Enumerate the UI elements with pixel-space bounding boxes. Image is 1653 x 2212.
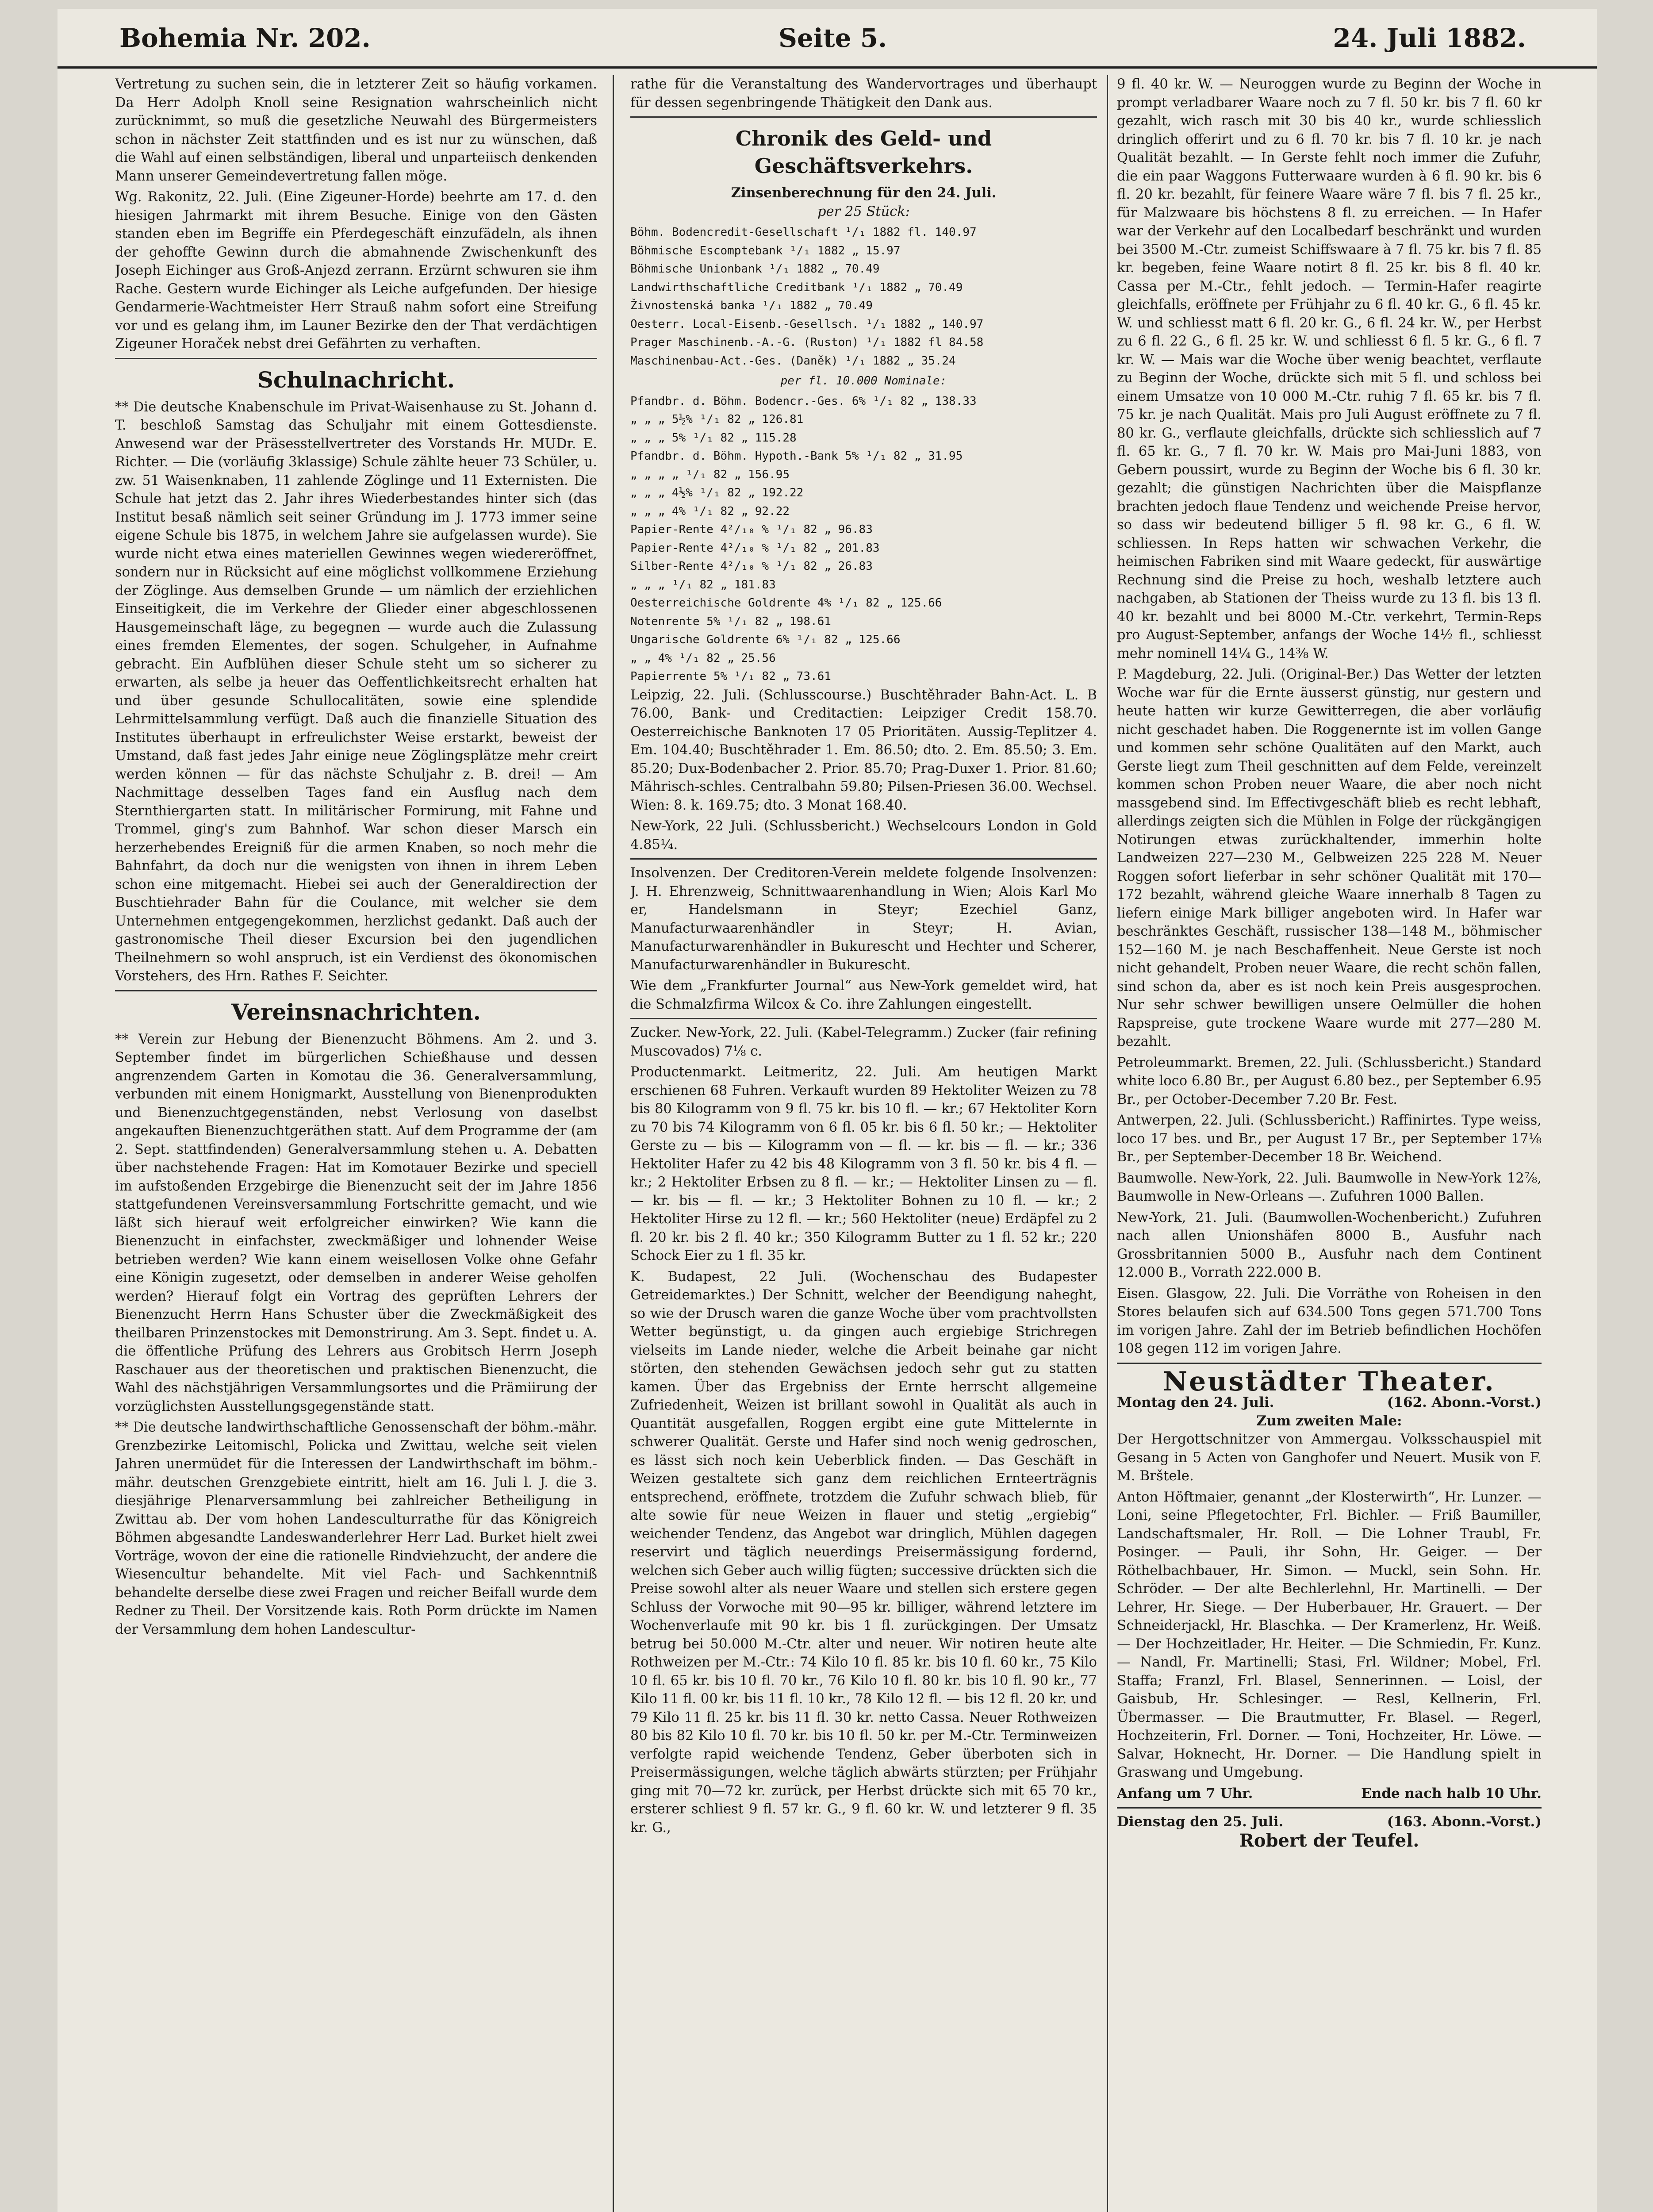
table-row: „ „ 4% ¹/₁ 82 „ 25.56 [630,651,776,665]
article-petroleum: Petroleummarkt. Bremen, 22. Juli. (Schlussbericht.) Standard white loco 6.80 Br., per August 6.80 bez., per September 6.95 Br., per October-December 7.20 Br. Fest. [1117,1055,1542,1107]
theatre-date-2: Dienstag den 25. Juli. [1117,1814,1284,1830]
article-knabenschule: ** Die deutsche Knabenschule im Privat-Waisenhause zu St. Johann d. T. beschloß Samstag das Schuljahr mit einem Gottesdienste. Anwesend war der Präsesstellvertreter des Vorstands Hr. MUDr. E. Richter. — Die (vorläufig 3klassige) Schule zählte heuer 73 Schüler, u. zw. 51 Waisenknaben, 11 zahlende Zöglinge und 11 Externisten. Die Schule hat jetzt das 2. Jahr ihres Wiederbestandes hinter sich (das Institut besaß nämlich seit seiner Gründung im J. 1773 immer seine eigene Schule bis 1875, in welchem Jahre sie aufgelassen wurde). Sie wurde nicht etwa eines materiellen Gewinnes wegen wiedereröffnet, sondern nur in Rücksicht auf eine möglichst vollkommene Erziehung der Zöglinge. Aus demselben Grunde — um nämlich der erziehlichen Einseitigkeit, die im Verkehre der Glieder einer abgeschlossenen Hausgemeinschaft läge, zu begegnen — wurde auch die Zulassung eines fremden Elementes, der sogen. Schulgeher, in Aufnahme gebracht. Ein Aufblühen dieser Schule steht um so sicherer zu erwarten, als selbe ja heuer das Oeffentlichkeitsrecht erhalten hat und über gesunde Schullocalitäten, sowie eine splendide Lehrmittelsammlung verfügt. Daß auch die finanzielle Situation des Institutes überhaupt in erfreulichster Weise erstarkt, beweist der Umstand, daß fast jedes Jahr einige neue Zöglingsplätze mehr creirt werden können — für das nächste Schuljahr z. B. drei! — Am Nachmittage desselben Tages fand ein Ausflug nach dem Sternthiergarten statt. In militärischer Formirung, mit Fahne und Trommel, ging's zum Bahnhof. War schon dieser Marsch ein herzerhebendes Ereigniß für die armen Knaben, so noch mehr die Bahnfahrt, da doch nur die wenigsten von ihnen in ihrem Leben schon eine mitgemacht. Hiebei sei auch der Generaldirection der Buschtiehrader Bahn für die Coulance, mit welcher sie dem Unternehmen entgegengekommen, herzlichst gedankt. Daß auch der gastronomische Theil dieser Excursion bei den jugendlichen Theilnehmern so wohl anspruch, ist ein Verdienst des ökonomischen Vorstehers, des Hrn. Rathes F. Seichter. [115,399,597,984]
table-row: Papierrente 5% ¹/₁ 82 „ 73.61 [630,670,831,683]
article-antwerpen: Antwerpen, 22. Juli. (Schlussbericht.) Raffinirtes. Type weiss, loco 17 bes. und Br., per August 17 Br., per September 17⅛ Br., per September-December 18 Br. Weichend. [1117,1113,1542,1165]
divider [115,358,597,359]
page-header [58,18,1597,69]
article-eisen: Eisen. Glasgow, 22. Juli. Die Vorräthe von Roheisen in den Stores belaufen sich auf 634.500 Tons gegen 571.700 Tons im vorigen Jahre. Zahl der im Betrieb befindlichen Hochöfen 108 gegen 112 im vorigen Jahre. [1117,1286,1542,1356]
newspaper-page [58,9,1597,2212]
article-rakonitz: Wg. Rakonitz, 22. Juli. (Eine Zigeuner-Horde) beehrte am 17. d. den hiesigen Jahrmarkt mit ihrem Besuche. Einige von den Gästen standen eben im Begriffe ein Pferdegeschäft einzufädeln, als ihnen der gehoffte Gewinn durch die abmahnende Zwischenkunft des Joseph Eichinger aus Groß-Anjezd zerrann. Erzürnt schwuren sie ihm Rache. Gestern wurde Eichinger als Leiche aufgefunden. Der hiesige Gendarmerie-Wachtmeister Herr Strauß nahm sofort eine Streifung vor und es gelang ihm, im Launer Bezirke den der That verdächtigen Zigeuner Horaček nebst drei Gefährten zu verhaften. [115,189,597,352]
table-row: Böhmische Escomptebank ¹/₁ 1882 „ 15.97 [630,244,901,257]
theatre-play-2: Robert der Teufel. [1239,1830,1419,1851]
divider [1117,1807,1542,1809]
article-newyork-wechsel: New-York, 22 Juli. (Schlussbericht.) Wechselcours London in Gold 4.85¼. [630,818,1097,853]
theatre-listing [1117,1366,1542,1851]
section-heading-chronik: Chronik des Geld- und Geschäftsverkehrs. [735,127,992,178]
table-row: „ „ „ 5% ¹/₁ 82 „ 115.28 [630,431,797,445]
article-insolvenzen: Insolvenzen. Der Creditoren-Verein meldete folgende Insolvenzen: J. H. Ehrenzweig, Schnittwaarenhandlung in Wien; Alois Karl Mo er, Handelsmann in Steyr; Ezechiel Ganz, Manufacturwaarenhändler in Steyr; H. Avian, Manufacturwarenhändler in Bukurescht und Hechter und Scherer, Manufacturwarenhändler in Bukurescht. [630,865,1097,973]
header-date: 24. Juli 1882. [1333,23,1526,53]
table-row: Maschinenbau-Act.-Ges. (Daněk) ¹/₁ 1882 „ 35.24 [630,354,956,368]
article-zucker: Zucker. New-York, 22. Juli. (Kabel-Telegramm.) Zucker (fair refining Muscovados) 7⅛ c. [630,1025,1097,1059]
theatre-date-row-2 [1117,1813,1542,1832]
divider [1117,1363,1542,1364]
article-frankfurt: Wie dem „Frankfurter Journal“ aus New-York gemeldet wird, hat die Schmalzfirma Wilcox & Co. ihre Zahlungen eingestellt. [630,978,1097,1012]
table-row: Papier-Rente 4²/₁₀ % ¹/₁ 82 „ 96.83 [630,523,873,536]
table-row: Papier-Rente 4²/₁₀ % ¹/₁ 82 „ 201.83 [630,541,880,555]
section-heading-schulnachricht: Schulnachricht. [257,366,455,393]
table-row: Oesterr. Local-Eisenb.-Gesellsch. ¹/₁ 1882 „ 140.97 [630,317,984,331]
nominale-label: per fl. 10.000 Nominale: [780,374,947,388]
divider [630,116,1097,118]
table-row: Oesterreichische Goldrente 4% ¹/₁ 82 „ 125.66 [630,596,942,610]
table-row: „ „ „ 4½% ¹/₁ 82 „ 192.22 [630,486,804,499]
article-magdeburg: P. Magdeburg, 22. Juli. (Original-Ber.) Das Wetter der letzten Woche war für die Ernte äusserst günstig, nur gestern und heute hatten wir kurze Gewitterregen, die aber vorläufig nicht geschadet haben. Die Roggenernte ist im vollen Gange und kommen sehr schöne Qualitäten auf den Markt, auch Gerste liegt zum Theil geschnitten auf dem Felde, vereinzelt kommen schon Proben neuer Waare, die aber noch nicht massgebend sind. Im Effectivgeschäft blieb es recht lebhaft, allerdings zeigten sich die Mühlen in Folge der rückgängigen Notirungen etwas zurückhaltender, immerhin holte Landweizen 227—230 M., Gelbweizen 225 228 M. Neuer Roggen sofort lieferbar in sehr schöner Qualität mit 170—172 bezahlt, während gleiche Waare innerhalb 8 Tagen zu liefern einige Mark billiger angeboten wird. In Hafer war beschränktes Geschäft, russischer 138—148 M., böhmischer 152—160 M. je nach Beschaffenheit. Neue Gerste ist noch nicht gehandelt, Proben neuer Waare, die recht schön fallen, sind schon da, aber es ist noch kein Preis ausgesprochen. Nur sehr schwer bewilligen unsere Oelmüller die hohen Rapspreise, gute trockene Waare wurde mit 277—280 M. bezahlt. [1117,667,1542,1049]
interest-subheading: Zinsenberechnung für den 24. Juli. [731,185,997,201]
article-budapest: K. Budapest, 22 Juli. (Wochenschau des Budapester Getreidemarktes.) Der Schnitt, welcher der Beendigung naheght, so wie der Drusch waren die ganze Woche über vom prachtvollsten Wetter begünstigt, u. da gingen auch ergiebige Strichregen vielseits im Lande nieder, welche die Arbeit beinahe gar nicht störten, den stehenden Gewächsen jedoch sehr gut zu statten kamen. Über das Ergebniss der Ernte herrscht allgemeine Zufriedenheit, Weizen ist brillant sowohl in Qualität als auch in Quantität ausgefallen, Roggen ergibt eine gute Mittelernte in schwerer Qualität. Gerste und Hafer sind noch wenig gedroschen, es lässt sich noch kein Ueberblick finden. — Das Geschäft in Weizen gestaltete sich ganz dem reichlichen Ernteerträgnis entsprechend, eröffnete, trotzdem die Zufuhr schwach blieb, für alte sowie für neue Weizen in flauer und stetig „ergiebig“ weichender Tendenz, das Angebot war dringlich, Mühlen dagegen reservirt und täglich neuerdings Preisermässigung fordernd, welchen sich Geber auch willig fügten; successive drückten sich die Preise sowohl alter als neuer Waare und stellen sich erstere gegen Schluss der Vorwoche mit 90—95 kr. billiger, während letztere im Wochenverlaufe mit 90 kr. bis 1 fl. zurückgingen. Der Umsatz betrug bei 50.000 M.-Ctr. alter und neuer. Wir notiren heute alte Rothweizen per M.-Ctr.: 74 Kilo 10 fl. 85 kr. bis 10 fl. 60 kr., 75 Kilo 10 fl. 65 kr. bis 10 fl. 70 kr., 76 Kilo 10 fl. 80 kr. bis 10 fl. 90 kr., 77 Kilo 11 fl. 00 kr. bis 11 fl. 10 kr., 78 Kilo 12 fl. — bis 12 fl. 20 kr. und 79 Kilo 11 fl. 25 kr. bis 11 fl. 30 kr. netto Cassa. Neuer Rothweizen 80 bis 82 Kilo 10 fl. 70 kr. bis 10 fl. 50 kr. per M.-Ctr. Terminweizen verfolgte rapid weichende Tendenz, Geber überboten sich in Preisermässigungen, welche täglich abwärts stürzten; per Frühjahr ging mit 70—72 kr. zurück, per Herbst drückte sich mit 65 70 kr., ersterer schliest 9 fl. 57 kr. G., 9 fl. 60 kr. W. und letzterer 9 fl. 35 kr. G., [630,1269,1097,1836]
article-paragraph: Vertretung zu suchen sein, die in letzterer Zeit so häufig vorkamen. Da Herr Adolph Knoll seine Resignation wahrscheinlich nicht zurücknimmt, so muß die gesetzliche Neuwahl des Bürgermeisters schon in nächster Zeit stattfinden und es ist nur zu wünschen, daß die Wahl auf einen selbständigen, liberal und unparteiisch denkenden Mann unserer Gemeindevertretung fallen möge. [115,77,597,184]
table-row: Böhm. Bodencredit-Gesellschaft ¹/₁ 1882 fl. 140.97 [630,226,977,239]
theatre-play: Der Hergottschnitzer von Ammergau. Volksschauspiel mit Gesang in 5 Acten von Ganghofer und Neuert. Musik von F. M. Brštele. [1117,1431,1542,1484]
theatre-cast: Anton Höftmaier, genannt „der Klosterwirth“, Hr. Lunzer. — Loni, seine Pflegetochter, Frl. Bichler. — Friß Baumiller, Landschaftsmaler, Hr. Roll. — Die Lohner Traubl, Fr. Posinger. — Pauli, ihr Sohn, Hr. Geiger. — Der Röthelbachbauer, Hr. Simon. — Muckl, sein Sohn. Hr. Schröder. — Der alte Bechlerlehnl, Hr. Martinelli. — Der Lehrer, Hr. Siege. — Der Huberbauer, Hr. Grauert. — Der Schneiderjackl, Hr. Blaschka. — Der Kramerlenz, Hr. Weiß. — Der Hochzeitlader, Hr. Heiter. — Die Schmiedin, Fr. Kunz. — Nandl, Fr. Martinelli; Stasi, Frl. Wildner; Mobel, Frl. Staffa; Franzl, Frl. Blasel, Sennerinnen. — Loisl, der Gaisbub, Hr. Schlesinger. — Resl, Kellnerin, Frl. Übermasser. — Die Brautmutter, Fr. Blasel. — Regerl, Hochzeiterin, Frl. Dorner. — Toni, Hochzeiter, Hr. Löwe. — Salvar, Hoknecht, Hr. Dorner. — Die Handlung spielt in Graswang und Umgebung. [1117,1489,1542,1780]
divider [630,858,1097,860]
article-bienenzucht: ** Verein zur Hebung der Bienenzucht Böhmens. Am 2. und 3. September findet im bürgerlichen Schießhause und dessen angrenzendem Garten in Komotau die 36. Generalversammlung, verbunden mit einem Honigmarkt, Ausstellung von Bienenprodukten und Bienenzuchtgegenständen, nebst Verlosung von daselbst angekauften Bienenzuchtgeräthen statt. Auf dem Programme der (am 2. Sept. stattfindenden) Generalversammlung stehen u. A. Debatten über nachstehende Fragen: Hat im Komotauer Bezirke und speciell im aufstoßenden Erzgebirge die Bienenzucht seit der im Jahre 1856 stattgefundenen Vereinsversammlung Fortschritte gemacht, und wie läßt sich hierauf weit erfolgreicher einwirken? Wie kann die Bienenzucht in einfachster, zweckmäßiger und lohnender Weise betrieben werden? Wie kann einem weisellosen Volke ohne Gefahr eine Königin zugesetzt, oder demselben in anderer Weise geholfen werden? Hierauf folgt ein Vortrag des geprüften Lehrers der Bienenzucht Herrn Hans Schuster über die Zweckmäßigkeit des theilbaren Prinzenstockes mit Demonstrirung. Am 3. Sept. findet u. A. die öffentliche Prüfung des Lehrers aus Grobitsch Herrn Joseph Raschauer aus der theoretischen und praktischen Bienenzucht, die Wahl des nächstjährigen Versammlungsortes und die Prämiirung der vorzüglichsten Ausstellungsgegenstände statt. [115,1031,597,1414]
table-row: Živnostenská banka ¹/₁ 1882 „ 70.49 [630,299,873,312]
divider [630,1018,1097,1019]
table-row: Landwirthschaftliche Creditbank ¹/₁ 1882 „ 70.49 [630,280,963,294]
article-continuation: rathe für die Veranstaltung des Wandervortrages und überhaupt für dessen segenbringende Thätigkeit den Dank aus. [630,77,1097,111]
table-row: Ungarische Goldrente 6% ¹/₁ 82 „ 125.66 [630,633,901,646]
table-row: Böhmische Unionbank ¹/₁ 1882 „ 70.49 [630,262,880,276]
theatre-performance-number: (162. Abonn.-Vorst.) [1387,1394,1542,1410]
article-landwirthschaft: ** Die deutsche landwirthschaftliche Genossenschaft der böhm.-mähr. Grenzbezirke Leitomischl, Policka und Zwittau, welche seit vielen Jahren unermüdet für die Interessen der Landwirthschaft im böhm.-mähr. deutschen Grenzgebiete eintritt, hielt am 16. Juli l. J. die 3. diesjährige Plenarversammlung bei zahlreicher Betheiligung in Zwittau ab. Der vom hohen Landesculturrathe für das Königreich Böhmen abgesandte Landeswanderlehrer Herr Lad. Burket hielt zwei Vorträge, wovon der eine die rationelle Rindviehzucht, der andere die Wiesencultur behandelte. Mit viel Fach- und Sachkenntniß behandelte derselbe diese zwei Fragen und reicher Beifall wurde dem Redner zu Theil. Der Vorsitzende kais. Roth Porm drückte im Namen der Versammlung dem hohen Landescultur- [115,1420,597,1637]
theatre-title: Neustädter Theater. [1163,1366,1496,1397]
table-row: Notenrente 5% ¹/₁ 82 „ 198.61 [630,614,831,628]
theatre-date: Montag den 24. Juli. [1117,1394,1274,1410]
column-1 [115,75,597,2212]
article-productenmarkt: Productenmarkt. Leitmeritz, 22. Juli. Am heutigen Markt erschienen 68 Fuhren. Verkauft wurden 89 Hektoliter Weizen zu 78 bis 80 Kilogramm von 9 fl. 75 kr. bis 10 fl. — kr.; 67 Hektoliter Korn zu 70 bis 74 Kilogramm von 6 fl. 05 kr. bis 6 fl. 50 kr.; — Hektoliter Gerste zu — bis — Kilogramm von — fl. — kr. bis — fl. — kr.; 336 Hektoliter Hafer zu 42 bis 48 Kilogramm von 3 fl. 50 kr. bis 4 fl. — kr.; 2 Hektoliter Erbsen zu 8 fl. — kr.; — Hektoliter Linsen zu — fl. — kr. bis — fl. — kr.; 3 Hektoliter Bohnen zu 10 fl. — kr.; 2 Hektoliter Hirse zu 12 fl. — kr.; 560 Hektoliter (neue) Erdäpfel zu 2 fl. 20 kr. bis 2 fl. 40 kr.; 350 Kilogramm Butter zu 1 fl. 52 kr.; 220 Schock Eier zu 1 fl. 35 kr. [630,1064,1097,1263]
article-baumwolle: Baumwolle. New-York, 22. Juli. Baumwolle in New-York 12⅞, Baumwolle in New-Orleans —. Zufuhren 1000 Ballen. [1117,1170,1542,1204]
theatre-zum: Zum zweiten Male: [1256,1413,1402,1429]
article-leipzig: Leipzig, 22. Juli. (Schlusscourse.) Buschtěhrader Bahn-Act. L. B 76.00, Bank- und Creditactien: Leipziger Credit 158.70. Oesterreichische Banknoten 17 05 Prioritäten. Aussig-Teplitzer 4. Em. 104.40; Buschtěhrader 1. Em. 86.50; dto. 2. Em. 85.50; 3. Em. 85.20; Dux-Bodenbacher 2. Prior. 85.70; Prag-Duxer 1. Prior. 81.60; Mährisch-schles. Centralbahn 59.80; Pilsen-Priesen 36.00. Wechsel. Wien: 8. k. 169.75; dto. 3 Monat 168.40. [630,687,1097,813]
table-row: Pfandbr. d. Böhm. Hypoth.-Bank 5% ¹/₁ 82 „ 31.95 [630,449,963,463]
header-issue: Bohemia Nr. 202. [119,23,371,53]
table-row: „ „ „ 5½% ¹/₁ 82 „ 126.81 [630,413,804,426]
article-budapest-continued: 9 fl. 40 kr. W. — Neuroggen wurde zu Beginn der Woche in prompt verladbarer Waare noch zu 7 fl. 50 kr. bis 7 fl. 60 kr gezahlt, wich rasch mit 30 bis 40 kr., wurde schliesslich dringlich offerirt und zu 6 fl. 70 kr. bis 7 fl. 10 kr. je nach Qualität bezahlt. — In Gerste fehlt noch immer die Zufuhr, die ein paar Waggons Futterwaare wurden à 6 fl. 90 kr. bis 6 fl. 20 kr. bezahlt, für feinere Waare wäre 7 fl. bis 7 fl. 25 kr., für Malzwaare bis höchstens 8 fl. zu erreichen. — In Hafer war der Verkehr auf den Localbedarf beschränkt und wurden bei 3500 M.-Ctr. zumeist Schiffswaare à 7 fl. 75 kr. bis 7 fl. 85 kr. begeben, feine Waare notirt 8 fl. 25 kr. bis 8 fl. 40 kr. Cassa per M.-Ctr., fehlt jedoch. — Termin-Hafer reagirte gleichfalls, eröffnete per Frühjahr zu 6 fl. 40 kr. G., 6 fl. 45 kr. W. und schliesst matt 6 fl. 20 kr. G., 6 fl. 24 kr. W., per Herbst zu 6 fl. 22 G., 6 fl. 25 kr. W. und schliesst 6 fl. 5 kr. G., 6 fl. 7 kr. W. — Mais war die Woche über wenig beachtet, verflaute zu Beginn der Woche, drückte sich mit 5 fl. und schloss bei einem Umsatze von 10 000 M.-Ctr. ruhig 7 fl. 65 kr. bis 7 fl. 75 kr. je nach Qualität. Mais pro Juli August eröffnete zu 7 fl. 80 kr. G., verflaute gleichfalls, drückte sich schliesslich auf 7 fl. 65 kr. G., 7 fl. 70 kr. W. Mais pro Mai-Juni 1883, von Gebern poussirt, wurde zu Beginn der Woche bis 6 fl. 30 kr. gezahlt; die günstigen Nachrichten über die Maispflanze brachten jedoch flaue Tendenz und weichende Preise hervor, so dass wir bedeutend billiger 5 fl. 98 kr. G., 6 fl. W. schliessen. In Reps hatten wir schwachen Verkehr, die heimischen Fabriken sind mit Waare gedeckt, für auswärtige Rechnung sind die Preise zu hoch, weshalb letztere auch nachgaben, ab Stationen der Theiss wurde zu 13 fl. bis 13 fl. 40 kr. bezahlt und bei 8000 M.-Ctr. verkehrt, Termin-Reps pro August-September, anfangs der Woche 14½ fl., schliesst mehr nominell 14¼ G., 14⅜ W. [1117,77,1542,661]
divider [115,990,597,991]
table-row: „ „ „ 4% ¹/₁ 82 „ 92.22 [630,504,790,518]
column-2 [630,75,1097,2212]
table-row: Prager Maschinenb.-A.-G. (Ruston) ¹/₁ 1882 fl 84.58 [630,336,984,349]
theatre-performance-number-2: (163. Abonn.-Vorst.) [1387,1814,1542,1830]
column-divider [613,75,614,2212]
header-page-number: Seite 5. [779,23,887,53]
column-divider [1107,75,1108,2212]
table-row: Silber-Rente 4²/₁₀ % ¹/₁ 82 „ 26.83 [630,560,873,573]
theatre-start: Anfang um 7 Uhr. [1117,1785,1253,1801]
table-row: „ „ „ ¹/₁ 82 „ 181.83 [630,578,776,591]
interest-table [630,223,1097,686]
theatre-times [1117,1785,1542,1803]
interest-unit: per 25 Stück: [817,204,910,219]
article-newyork-baumwolle: New-York, 21. Juli. (Baumwollen-Wochenbericht.) Zufuhren nach allen Unionshäfen 8000 B., Ausfuhr nach Grossbritannien 5000 B., Ausfuhr nach dem Continent 12.000 B., Vorrath 222.000 B. [1117,1210,1542,1280]
column-3 [1117,75,1542,2212]
theatre-end: Ende nach halb 10 Uhr. [1361,1785,1542,1801]
table-row: Pfandbr. d. Böhm. Bodencr.-Ges. 6% ¹/₁ 82 „ 138.33 [630,394,977,408]
section-heading-vereinsnachrichten: Vereinsnachrichten. [231,998,481,1025]
table-row: „ „ „ „ ¹/₁ 82 „ 156.95 [630,468,790,481]
